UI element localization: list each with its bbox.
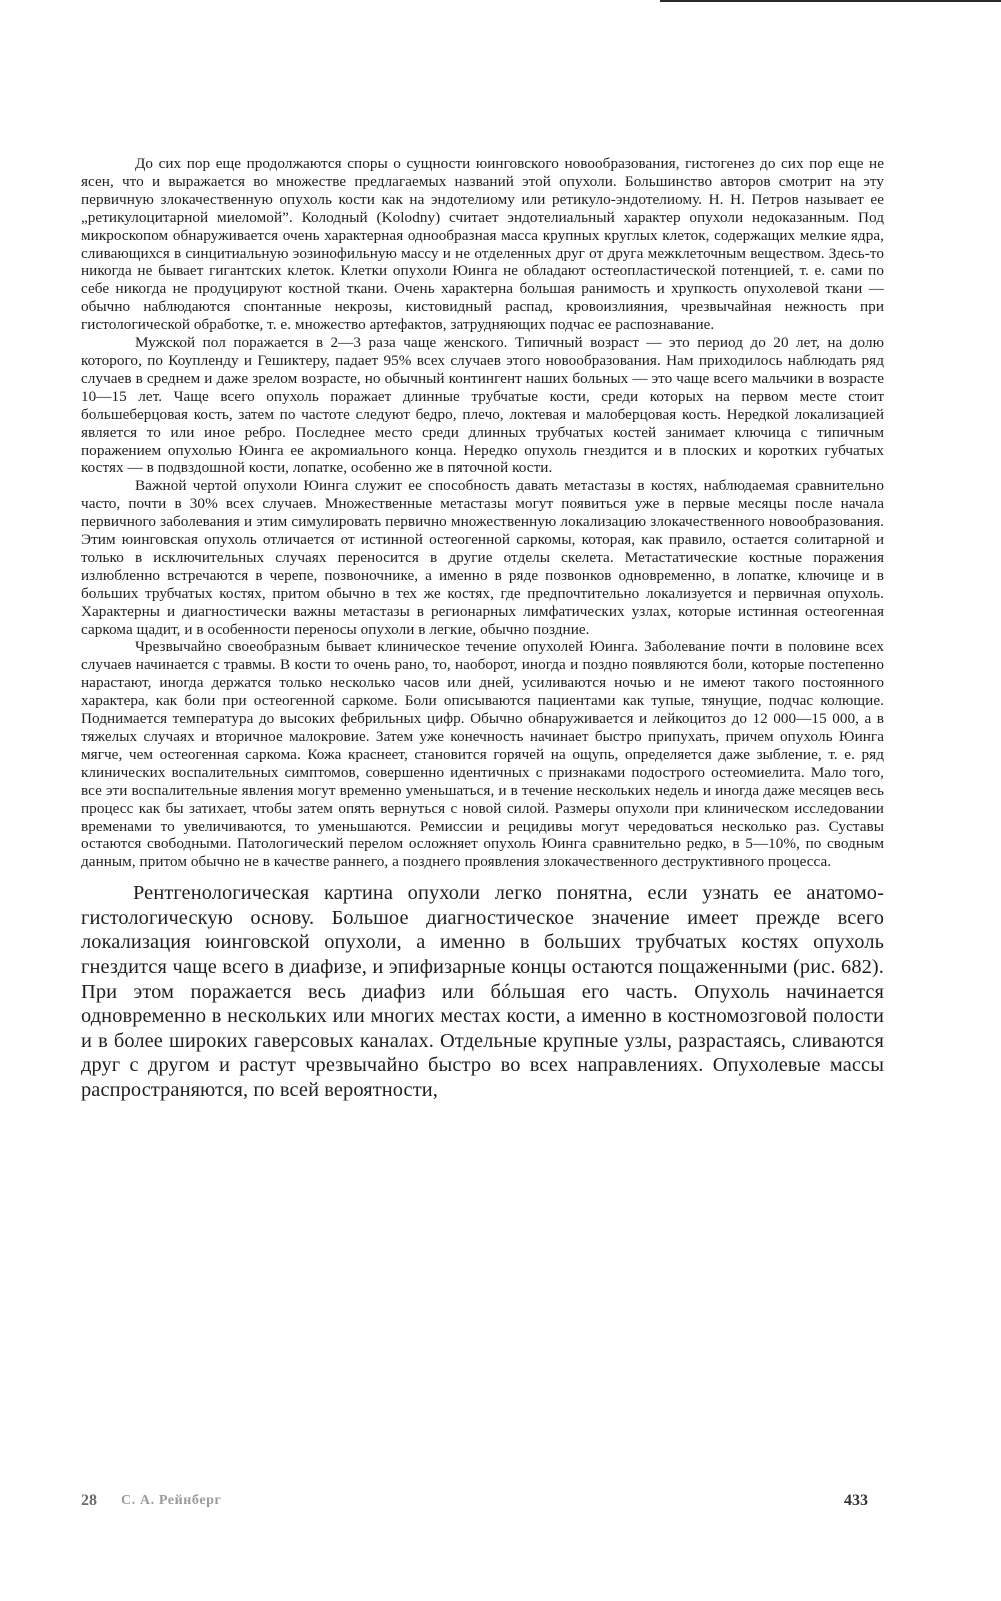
small-print-section <box>81 155 884 871</box>
paragraph-age-sex-localization: Мужской пол поражается в 2—3 раза чаще женского. Типичный возраст — это период до 20 лет, на долю которого, по Коупленду и Гешиктеру, падает 95% всех случаев этого новообразования. Нам приходилось наблюдать ряд случаев в среднем и даже зрелом возрасте, но обычный контингент наших больных — это чаще всего мальчики в возрасте 10—15 лет. Чаще всего опухоль поражает длинные трубчатые кости, среди которых на первом месте стоит большеберцовая кость, затем по частоте следуют бедро, плечо, локтевая и малоберцовая кость. Нередкой локализацией является то или иное ребро. Последнее место среди длинных трубчатых костей занимает ключица с типичным поражением опухолью Юинга ее акромиального конца. Нередко опухоль гнездится и в плоских и коротких губчатых костях — в подвздошной кости, лопатке, особенно же в пяточной кости. <box>81 334 884 477</box>
large-print-section <box>81 881 884 1102</box>
page-footer <box>81 1492 884 1516</box>
paragraph-histogenesis: До сих пор еще продолжаются споры о сущности юинговского новообразования, гистогенез до сих пор еще не ясен, что и выражается во множестве предлагаемых названий этой опухоли. Большинство авторов смотрит на эту первичную злокачественную опухоль кости как на эндотелиому или ретикуло-эндотелиому. Н. Н. Петров называет ее „ретикулоцитарной миеломой”. Колодный (Kolodny) считает эндотелиальный характер опухоли недоказанным. Под микроскопом обнаруживается очень характерная однообразная масса крупных круглых клеток, содержащих мелкие ядра, сливающихся в синцитиальную эозинофильную массу и не отделенных друг от друга межклеточным веществом. Здесь-то никогда не бывает гигантских клеток. Клетки опухоли Юинга не обладают остеопластической потенцией, т. е. сами по себе никогда не продуцируют костной ткани. Очень характерна большая ранимость и хрупкость опухолевой ткани — обычно наблюдаются спонтанные некрозы, кистовидный распад, кровоизлияния, чрезвычайная нежность при гистологической обработке, т. е. множество артефактов, затрудняющих подчас ее распознавание. <box>81 155 884 334</box>
page-number: 433 <box>844 1492 868 1509</box>
top-edge-rule <box>660 0 1001 2</box>
signature-author: С. А. Рейнберг <box>121 1493 222 1508</box>
paragraph-radiological-picture: Рентгенологическая картина опухоли легко понятна, если узнать ее анатомо-гистологическую основу. Большое диагностическое значение имеет прежде всего локализация юинговской опухоли, а именно в больших трубчатых костях опухоль гнездится чаще всего в диафизе, и эпифизарные концы остаются пощаженными (рис. 682). При этом поражается весь диафиз или бóльшая его часть. Опухоль начинается одновременно в нескольких или многих местах кости, а именно в костномозговой полости и в более широких гаверсовых каналах. Отдельные крупные узлы, разрастаясь, сливаются друг с другом и растут чрезвычайно быстро во всех направлениях. Опухолевые массы распространяются, по всей вероятности, <box>81 882 884 1101</box>
signature-number: 28 <box>81 1492 97 1509</box>
paragraph-clinical-course: Чрезвычайно своеобразным бывает клиническое течение опухолей Юинга. Заболевание почти в половине всех случаев начинается с травмы. В кости то очень рано, то, наоборот, иногда и поздно появляются боли, которые постепенно нарастают, иногда держатся только несколько часов или дней, усиливаются ночью и не имеют такого постоянного характера, как боли при остеогенной саркоме. Боли описываются пациентами как тупые, тянущие, подчас колющие. Поднимается температура до высоких фебрильных цифр. Обычно обнаруживается и лейкоцитоз до 12 000—15 000, а в тяжелых случаях и вторичное малокровие. Затем уже конечность начинает быстро припухать, причем опухоль Юинга мягче, чем остеогенная саркома. Кожа краснеет, становится горячей на ощупь, определяется даже зыбление, т. е. ряд клинических воспалительных симптомов, совершенно идентичных с признаками подострого остеомиелита. Мало того, все эти воспалительные явления могут временно уменьшаться, и в течение нескольких недель и иногда даже месяцев весь процесс как бы затихает, чтобы затем опять вернуться с новой силой. Размеры опухоли при клиническом исследовании временами то увеличиваются, то уменьшаются. Ремиссии и рецидивы могут чередоваться несколько раз. Суставы остаются свободными. Патологический перелом осложняет опухоль Юинга сравнительно редко, в 5—10%, по сводным данным, притом обычно не в качестве раннего, а позднего проявления злокачественного деструктивного процесса. <box>81 638 884 871</box>
page-body <box>81 155 884 1103</box>
paragraph-metastases: Важной чертой опухоли Юинга служит ее способность давать метастазы в костях, наблюдаемая сравнительно часто, почти в 30% всех случаев. Множественные метастазы могут появиться уже в первые месяцы после начала первичного заболевания и этим симулировать первично множественную локализацию злокачественного новообразования. Этим юинговская опухоль отличается от истинной остеогенной саркомы, которая, как правило, остается солитарной и только в исключительных случаях переносится в другие отделы скелета. Метастатические костные поражения излюбленно встречаются в черепе, позвоночнике, а именно в ряде позвонков одновременно, в лопатке, ключице и в больших трубчатых костях, притом обычно в тех же костях, где предпочтительно локализуется и первичная опухоль. Характерны и диагностически важны метастазы в регионарных лимфатических узлах, которые истинная остеогенная саркома щадит, и в особенности переносы опухоли в легкие, обычно поздние. <box>81 477 884 638</box>
